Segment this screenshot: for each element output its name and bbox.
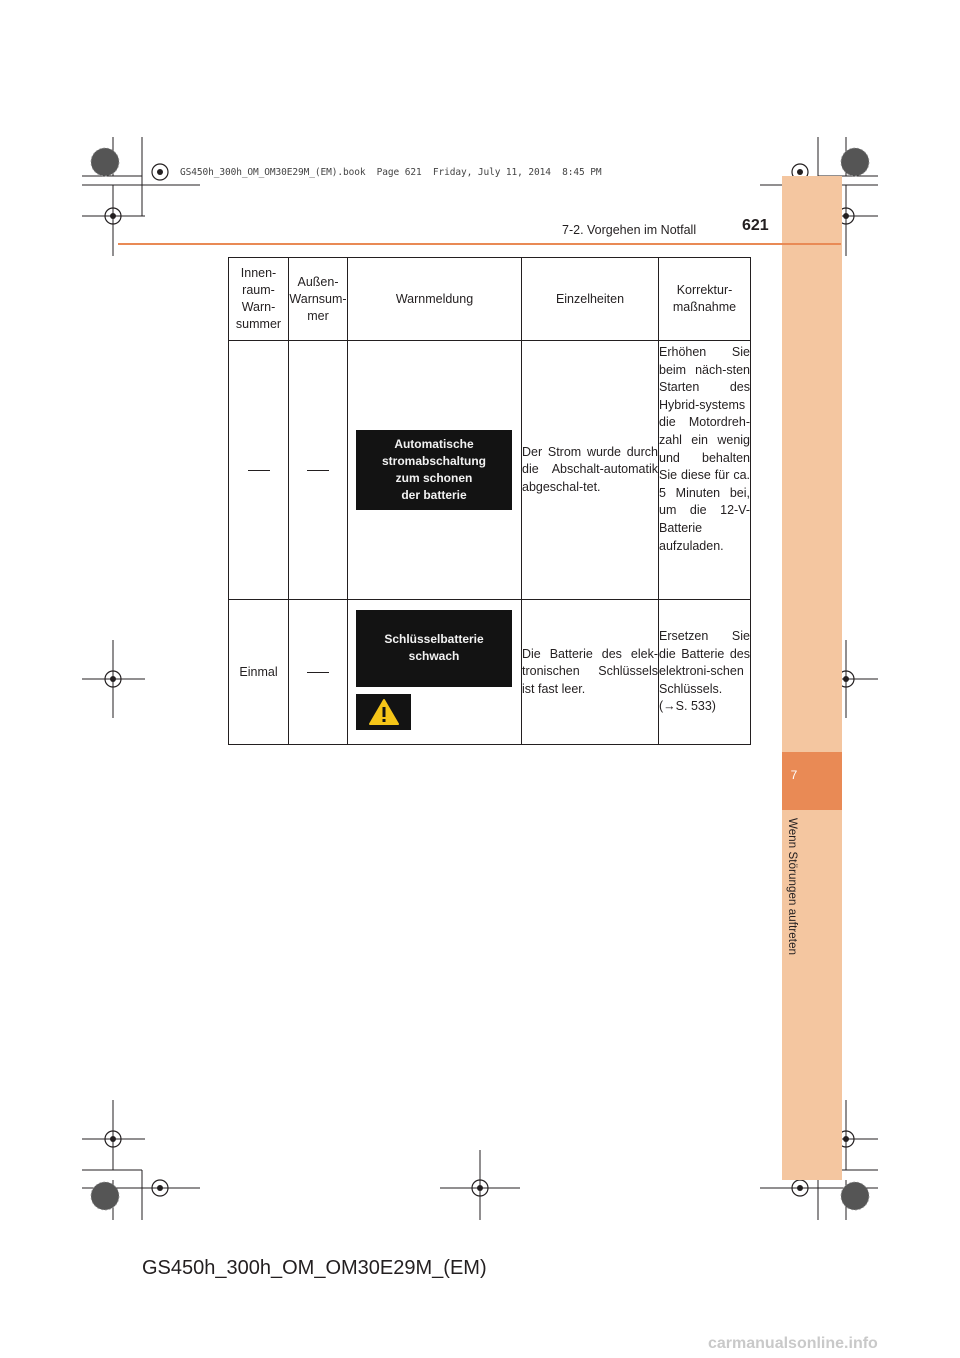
table-row: [229, 600, 751, 745]
header-correction: Korrektur- maßnahme: [659, 258, 751, 341]
chapter-number: 7: [790, 768, 798, 782]
cell-correction: Ersetzen Sie die Batterie des elektroni-schen Schlüssels. (→S. 533): [659, 600, 751, 745]
cell-correction: Erhöhen Sie beim näch-sten Starten des Hybrid-systems die Motordreh-zahl ein wenig und behalten Sie diese für ca. 5 Minuten bei, um die 12-V-Batterie aufzuladen.: [659, 341, 751, 600]
display-message-key-battery: Schlüsselbatterie schwach: [356, 610, 512, 687]
watermark: carmanualsonline.info: [708, 1335, 878, 1352]
chapter-side-strip: [782, 176, 842, 1180]
cell-message: [348, 600, 522, 745]
section-title: 7-2. Vorgehen im Notfall: [562, 223, 697, 237]
header-exterior-buzzer: Außen- Warnsum- mer: [289, 258, 348, 341]
print-info-line: GS450h_300h_OM_OM30E29M_(EM).book Page 621 Friday, July 11, 2014 8:45 PM: [180, 167, 602, 178]
table-row: [229, 341, 751, 600]
footer-document-code: GS450h_300h_OM_OM30E29M_(EM): [142, 1257, 487, 1279]
warning-triangle-icon: [368, 698, 400, 726]
cell-details: Die Batterie des elek-tronischen Schlüssels ist fast leer.: [522, 600, 659, 745]
cell-message: [348, 341, 522, 600]
cell-exterior: [289, 600, 348, 745]
cell-details: Der Strom wurde durch die Abschalt-automatik abgeschal-tet.: [522, 341, 659, 600]
warning-table: [228, 257, 751, 745]
header-interior-buzzer: Innen- raum- Warn- summer: [229, 258, 289, 341]
table-header-row: [229, 258, 751, 341]
cell-exterior: [289, 341, 348, 600]
display-message-power-save: Automatische stromabschaltung zum schonen der batterie: [356, 430, 512, 510]
header-rule: [118, 243, 841, 245]
header-warning-message: Warnmeldung: [348, 258, 522, 341]
cell-interior: [229, 341, 289, 600]
warning-indicator: [356, 694, 411, 730]
cell-interior: Einmal: [229, 600, 289, 745]
dash-exterior-1: [307, 672, 329, 673]
chapter-label: Wenn Störungen auftreten: [786, 818, 798, 956]
page-number: 621: [742, 217, 769, 234]
dash-exterior-0: [307, 470, 329, 471]
dash-interior-0: [248, 470, 270, 471]
header-details: Einzelheiten: [522, 258, 659, 341]
